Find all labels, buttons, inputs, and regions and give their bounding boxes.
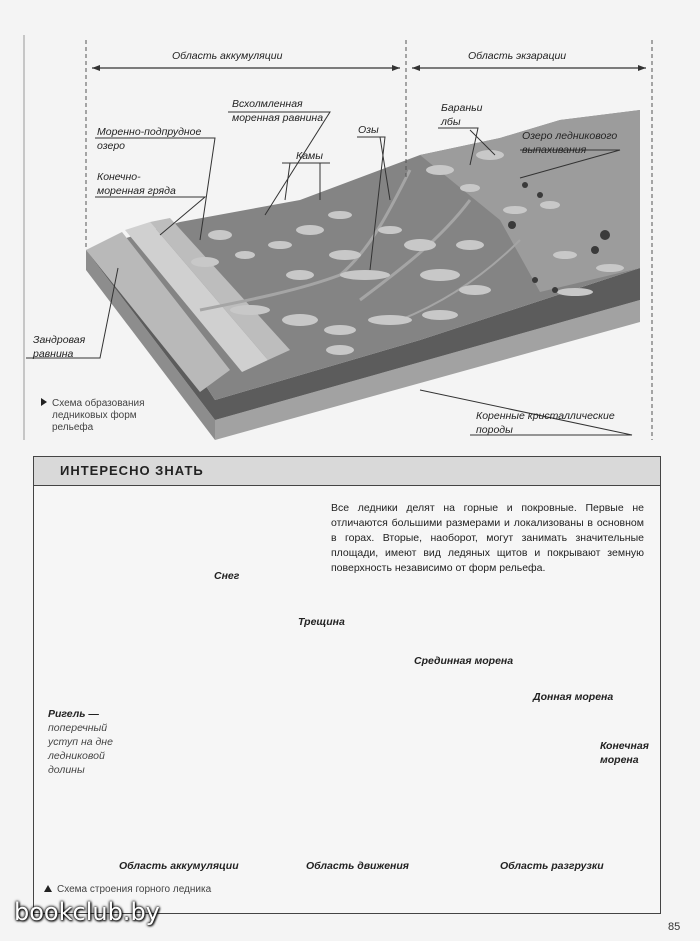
riegel-desc-1: поперечный: [48, 722, 108, 734]
zone-accumulation-label: Область аккумуляции: [172, 50, 283, 62]
zone-exaration-label: Область экзарации: [468, 50, 567, 62]
top-caption-line-1: Схема образования: [52, 398, 145, 409]
moraine-lake-label-2: озеро: [97, 140, 126, 152]
caption-triangle-icon: [41, 398, 47, 406]
riegel-title: Ригель —: [48, 708, 99, 720]
riegel-desc-4: долины: [48, 764, 85, 776]
moraine-lake-label-1: Моренно-подпрудное: [97, 126, 202, 138]
top-caption: [41, 398, 145, 434]
ground-moraine-label: Донная морена: [533, 691, 614, 703]
hilly-plain-label-1: Всхолмленная: [232, 98, 303, 110]
glacial-lake-label-1: Озеро ледникового: [522, 130, 618, 142]
crevasse-label: Трещина: [298, 616, 345, 628]
hilly-plain-label-2: моренная равнина: [232, 112, 324, 124]
bottom-caption-text: Схема строения горного ледника: [57, 884, 212, 895]
roches-label-1: Бараньи: [441, 102, 483, 114]
bottom-caption: [44, 884, 211, 896]
top-caption-line-3: рельефа: [52, 422, 94, 433]
top-caption-line-2: ледниковых форм: [52, 410, 137, 421]
roches-label-2: лбы: [441, 116, 461, 128]
outwash-plain-label-1: Зандровая: [33, 334, 86, 346]
outwash-plain-label-2: равнина: [33, 348, 74, 360]
zone-accum-label: Область аккумуляции: [119, 860, 239, 872]
snow-label: Снег: [214, 570, 240, 582]
bedrock-label-1: Коренные кристаллические: [476, 410, 615, 422]
eskers-label: Озы: [358, 124, 379, 136]
medial-moraine-label: Срединная морена: [414, 655, 514, 667]
watermark-logo: bookclub.by: [14, 898, 160, 926]
riegel-desc-3: ледниковой: [48, 750, 105, 762]
zone-motion-label: Область движения: [306, 860, 409, 872]
caption-triangle-up-icon: [44, 885, 52, 892]
bedrock-label-2: породы: [476, 424, 513, 436]
info-box-header: [34, 457, 660, 486]
zone-discharge-label: Область разгрузки: [500, 860, 604, 872]
terminal-moraine-label-1: Конечная: [600, 740, 649, 752]
terminal-moraine-label-2: морена: [600, 754, 639, 766]
info-box-title: ИНТЕРЕСНО ЗНАТЬ: [60, 463, 204, 478]
terminal-ridge-label-2: моренная гряда: [97, 185, 176, 197]
kames-label: Камы: [296, 150, 323, 162]
riegel-desc-2: уступ на дне: [48, 736, 113, 748]
page-number: 85: [668, 921, 681, 933]
glacial-lake-label-2: выпахивания: [522, 144, 587, 156]
info-box-text: Все ледники делят на горные и покровные. Первые не отличаются большими размерами и локализованы в основном в горах. Вторые, наоборот, могут занимать значительные площади, имеют вид ледяных щитов и покрывают земную поверхность независимо от форм рельефа.: [331, 502, 644, 574]
terminal-ridge-label-1: Конечно-: [97, 171, 141, 183]
